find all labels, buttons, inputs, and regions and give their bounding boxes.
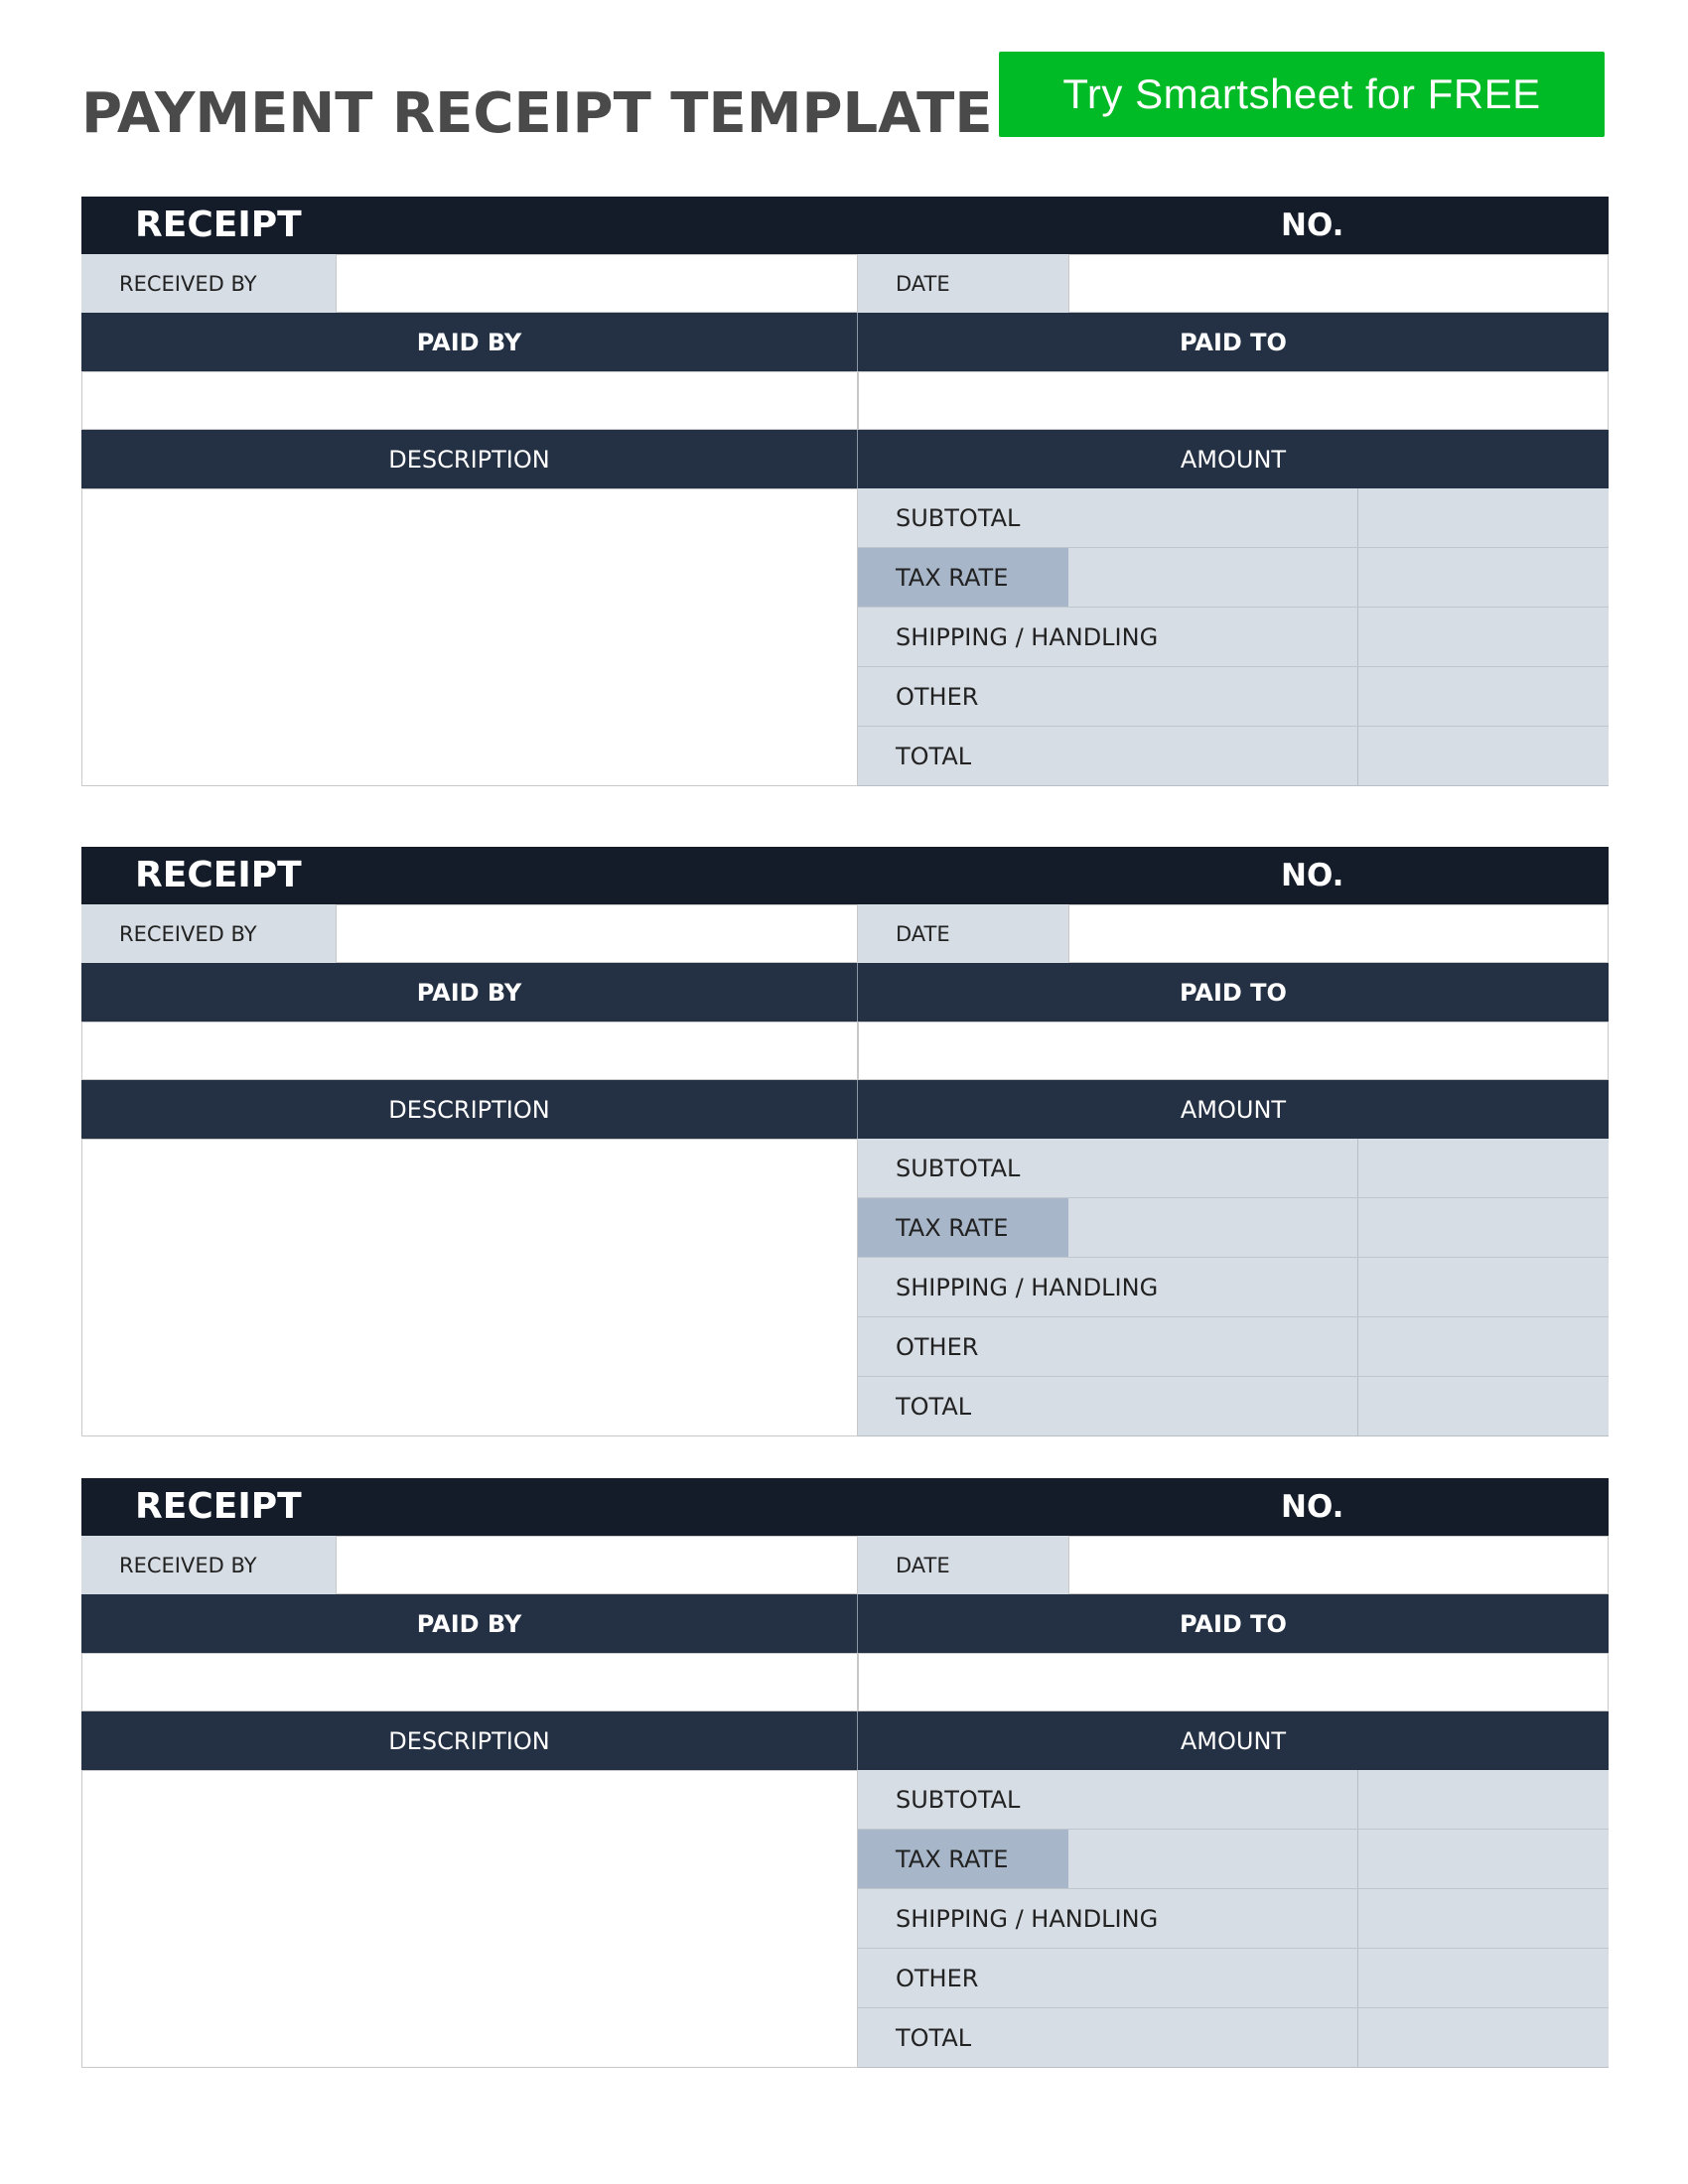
tax-amount-field[interactable] <box>1357 548 1609 607</box>
paid-by-header: PAID BY <box>81 313 858 371</box>
total-field[interactable] <box>1357 727 1609 785</box>
paid-by-header: PAID BY <box>81 963 858 1022</box>
tax-rate-label: TAX RATE <box>858 548 1068 607</box>
shipping-handling-label: SHIPPING / HANDLING <box>858 608 1357 666</box>
amount-header: AMOUNT <box>858 1711 1609 1770</box>
other-label: OTHER <box>858 1949 1357 2007</box>
other-field[interactable] <box>1357 667 1609 726</box>
try-smartsheet-button[interactable]: Try Smartsheet for FREE <box>999 52 1605 137</box>
amount-breakdown <box>858 488 1609 786</box>
receipt-card <box>81 197 1609 786</box>
date-label: DATE <box>858 904 1068 963</box>
description-header: DESCRIPTION <box>81 430 858 488</box>
description-field[interactable] <box>81 1770 858 2068</box>
subtotal-field[interactable] <box>1357 1139 1609 1197</box>
shipping-handling-field[interactable] <box>1357 608 1609 666</box>
paid-to-field[interactable] <box>858 1653 1609 1711</box>
date-field[interactable] <box>1068 254 1609 313</box>
tax-rate-label: TAX RATE <box>858 1198 1068 1257</box>
paid-to-header: PAID TO <box>858 963 1609 1022</box>
received-by-field[interactable] <box>336 904 858 963</box>
paid-by-field[interactable] <box>81 371 858 430</box>
receipt-number-label: NO. <box>1281 1489 1344 1525</box>
date-field[interactable] <box>1068 1536 1609 1594</box>
page-title: PAYMENT RECEIPT TEMPLATE <box>81 81 993 146</box>
total-field[interactable] <box>1357 2008 1609 2067</box>
total-label: TOTAL <box>858 727 1357 785</box>
description-field[interactable] <box>81 488 858 786</box>
tax-amount-field[interactable] <box>1357 1830 1609 1888</box>
receipt-number-label: NO. <box>1281 858 1344 893</box>
description-header: DESCRIPTION <box>81 1080 858 1139</box>
other-field[interactable] <box>1357 1317 1609 1376</box>
amount-header: AMOUNT <box>858 1080 1609 1139</box>
paid-to-header: PAID TO <box>858 1594 1609 1653</box>
receipt-card <box>81 1478 1609 2068</box>
receipt-title: RECEIPT <box>135 1486 302 1527</box>
receipt-header <box>81 847 1609 904</box>
receipt-title: RECEIPT <box>135 855 302 895</box>
receipt-header <box>81 1478 1609 1536</box>
amount-header: AMOUNT <box>858 430 1609 488</box>
amount-breakdown <box>858 1770 1609 2068</box>
paid-by-header: PAID BY <box>81 1594 858 1653</box>
tax-rate-field[interactable] <box>1068 548 1357 607</box>
receipt-title: RECEIPT <box>135 205 302 245</box>
description-field[interactable] <box>81 1139 858 1436</box>
subtotal-label: SUBTOTAL <box>858 1139 1357 1197</box>
paid-by-field[interactable] <box>81 1653 858 1711</box>
total-field[interactable] <box>1357 1377 1609 1435</box>
date-label: DATE <box>858 254 1068 313</box>
receipt-header <box>81 197 1609 254</box>
subtotal-label: SUBTOTAL <box>858 488 1357 547</box>
receipt-number-label: NO. <box>1281 207 1344 243</box>
date-field[interactable] <box>1068 904 1609 963</box>
paid-to-field[interactable] <box>858 1022 1609 1080</box>
total-label: TOTAL <box>858 2008 1357 2067</box>
paid-to-field[interactable] <box>858 371 1609 430</box>
paid-to-header: PAID TO <box>858 313 1609 371</box>
tax-rate-field[interactable] <box>1068 1198 1357 1257</box>
other-label: OTHER <box>858 667 1357 726</box>
subtotal-label: SUBTOTAL <box>858 1770 1357 1829</box>
date-label: DATE <box>858 1536 1068 1594</box>
received-by-label: RECEIVED BY <box>81 1536 336 1594</box>
shipping-handling-label: SHIPPING / HANDLING <box>858 1889 1357 1948</box>
tax-rate-label: TAX RATE <box>858 1830 1068 1888</box>
total-label: TOTAL <box>858 1377 1357 1435</box>
received-by-field[interactable] <box>336 1536 858 1594</box>
shipping-handling-field[interactable] <box>1357 1258 1609 1316</box>
subtotal-field[interactable] <box>1357 488 1609 547</box>
received-by-field[interactable] <box>336 254 858 313</box>
shipping-handling-field[interactable] <box>1357 1889 1609 1948</box>
tax-rate-field[interactable] <box>1068 1830 1357 1888</box>
shipping-handling-label: SHIPPING / HANDLING <box>858 1258 1357 1316</box>
received-by-label: RECEIVED BY <box>81 904 336 963</box>
paid-by-field[interactable] <box>81 1022 858 1080</box>
other-field[interactable] <box>1357 1949 1609 2007</box>
other-label: OTHER <box>858 1317 1357 1376</box>
received-by-label: RECEIVED BY <box>81 254 336 313</box>
subtotal-field[interactable] <box>1357 1770 1609 1829</box>
amount-breakdown <box>858 1139 1609 1436</box>
receipt-card <box>81 847 1609 1436</box>
tax-amount-field[interactable] <box>1357 1198 1609 1257</box>
description-header: DESCRIPTION <box>81 1711 858 1770</box>
